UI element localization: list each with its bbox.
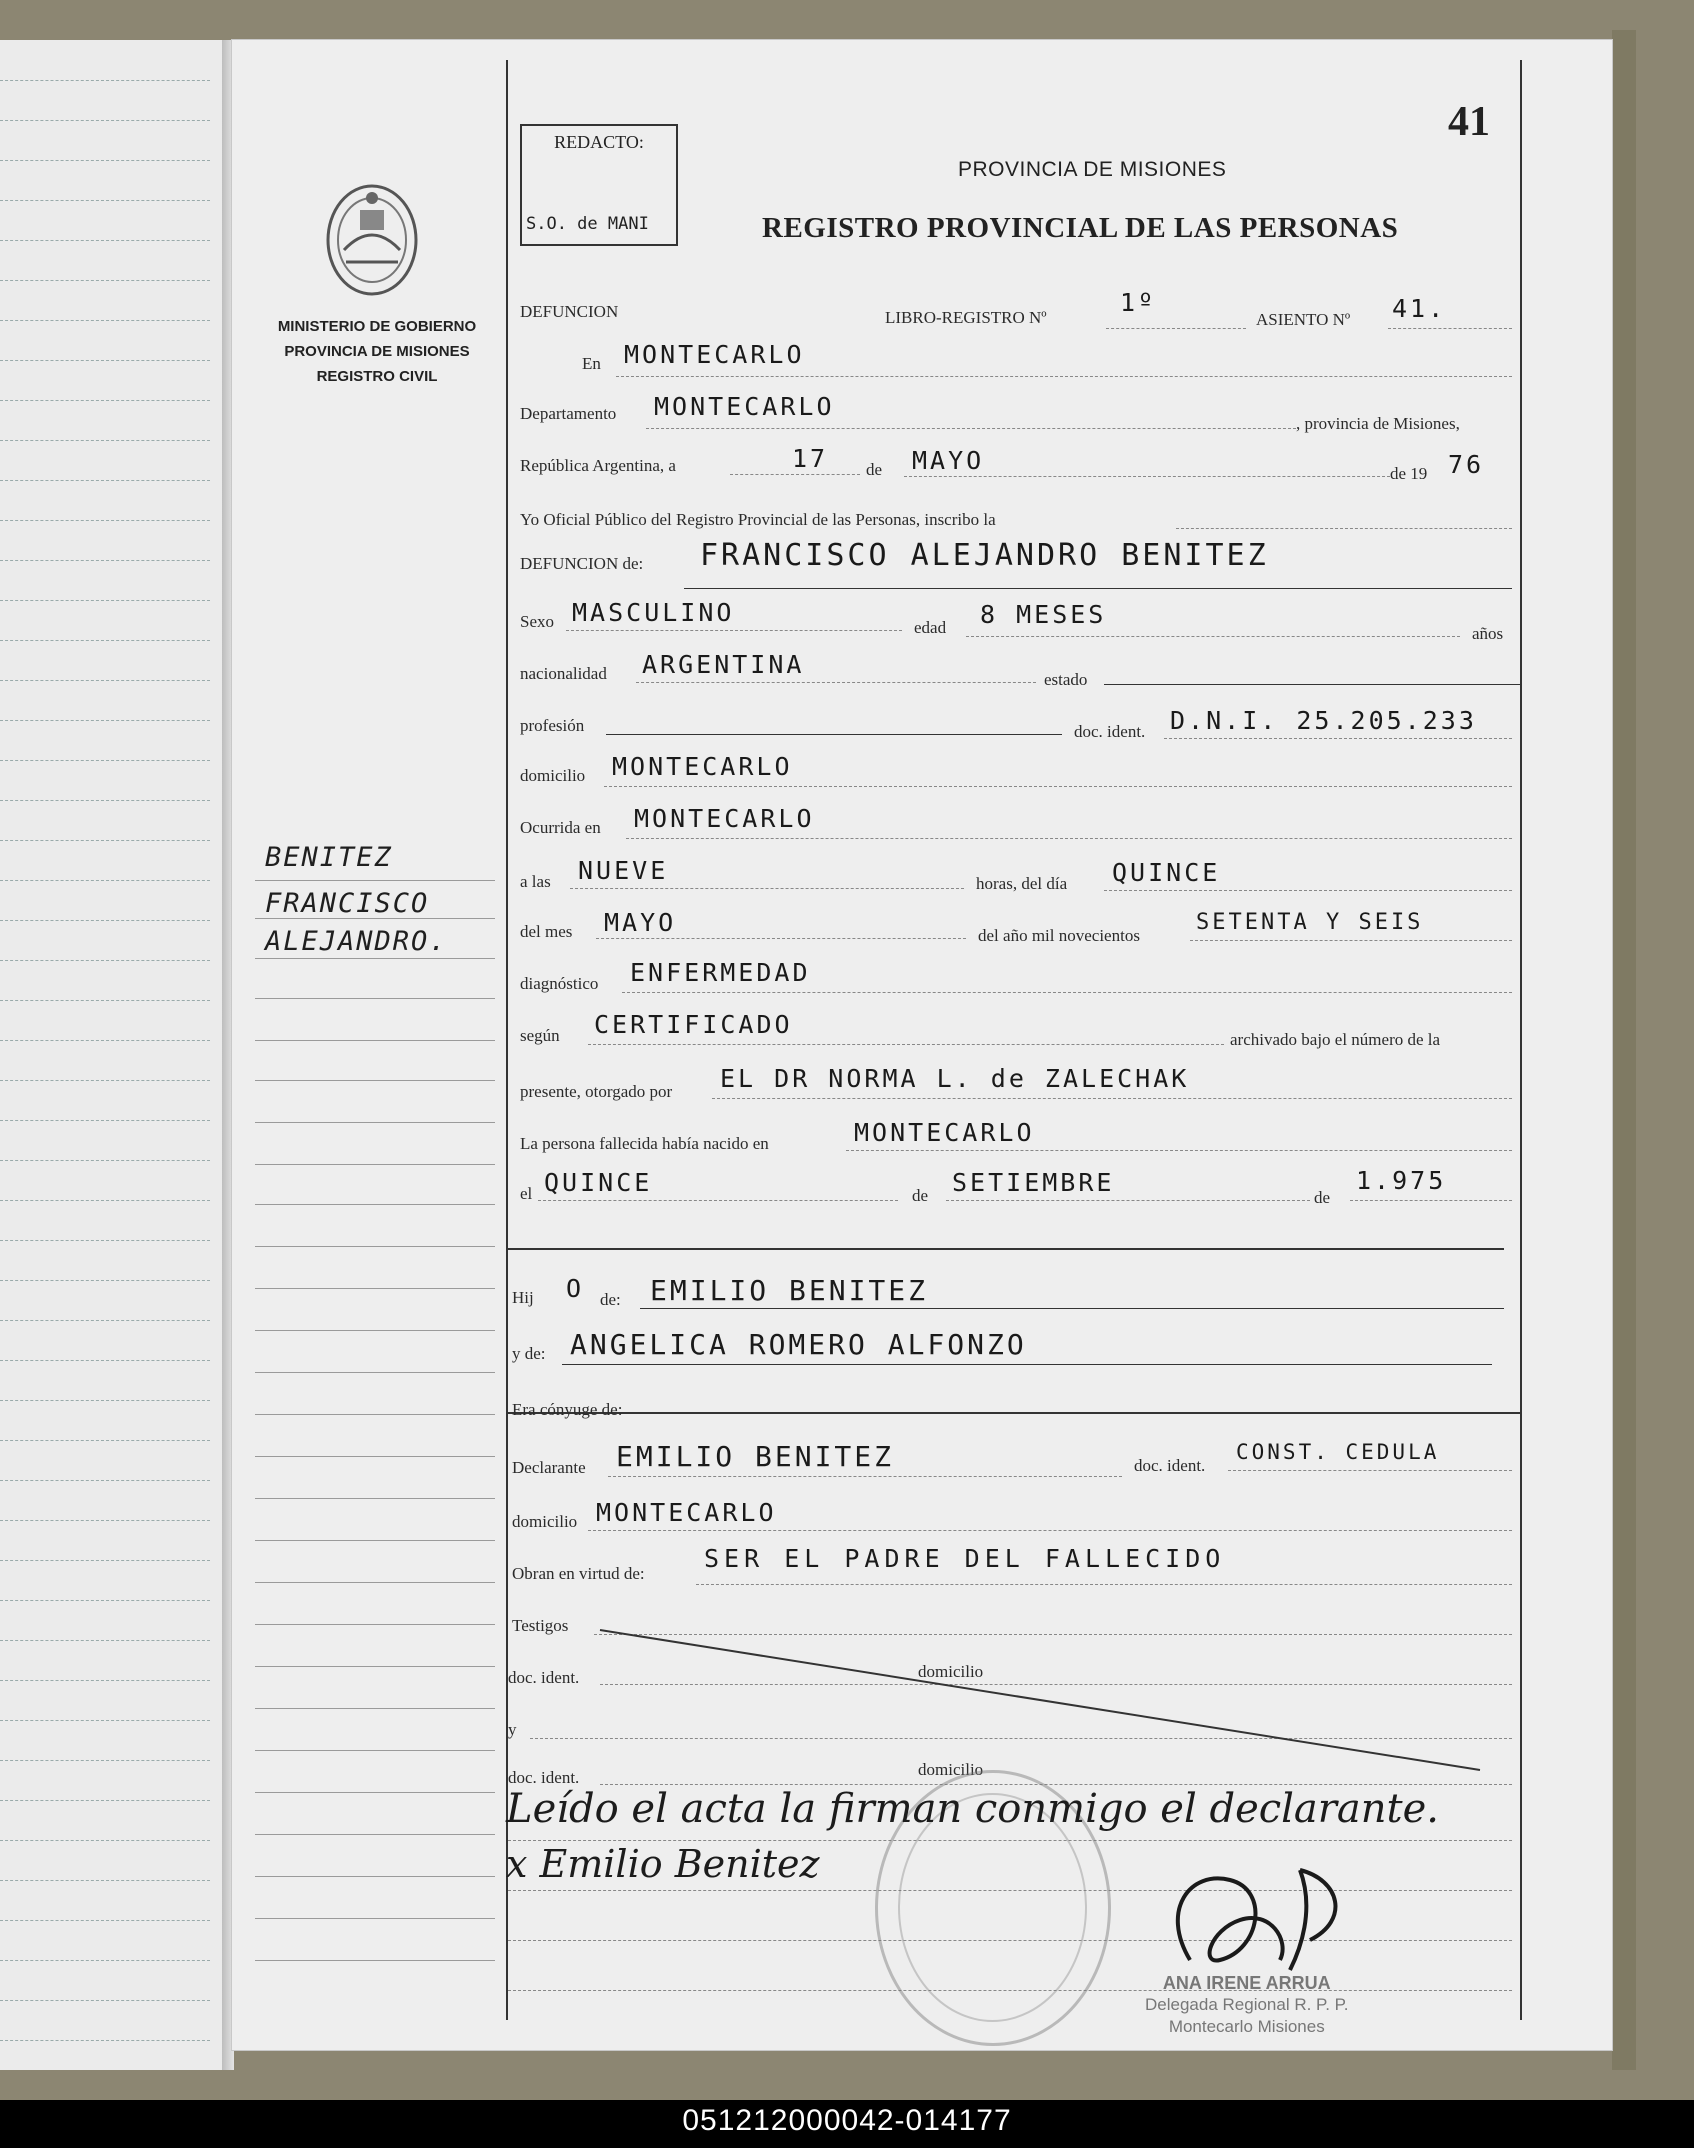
lugar-nacimiento-value: MONTECARLO bbox=[854, 1118, 1035, 1147]
doc-ident-value: D.N.I. 25.205.233 bbox=[1170, 706, 1477, 735]
provincial-crest-icon bbox=[322, 180, 422, 300]
redacto-value: S.O. de MANI bbox=[526, 214, 649, 234]
archivado-label: archivado bajo el número de la bbox=[1230, 1030, 1441, 1049]
ministry-line2: PROVINCIA DE MISIONES bbox=[284, 343, 470, 360]
margin-surname: BENITEZ bbox=[265, 842, 393, 873]
departamento-value: MONTECARLO bbox=[654, 392, 835, 421]
official-name: ANA IRENE ARRUA bbox=[1162, 1973, 1331, 1993]
declarante-doc-value: CONST. CEDULA bbox=[1236, 1440, 1440, 1464]
defuncion-de-label: DEFUNCION de: bbox=[520, 554, 644, 573]
y-de-label: y de: bbox=[512, 1344, 546, 1363]
a-las-label: a las bbox=[520, 872, 551, 891]
declarante-domicilio-label: domicilio bbox=[512, 1512, 578, 1531]
sexo-label: Sexo bbox=[520, 612, 554, 631]
ministry-line1: MINISTERIO DE GOBIERNO bbox=[277, 318, 477, 335]
page-number: 41 bbox=[1448, 99, 1490, 145]
ocurrida-label: Ocurrida en bbox=[520, 818, 601, 837]
province-heading: PROVINCIA DE MISIONES bbox=[958, 158, 1227, 181]
asiento-value: 41. bbox=[1392, 294, 1447, 323]
official-place: Montecarlo Misiones bbox=[1168, 2017, 1325, 2036]
ministry-header bbox=[262, 314, 492, 389]
del-mes-label: del mes bbox=[520, 922, 573, 941]
doc-ident-label: doc. ident. bbox=[1074, 722, 1146, 741]
nac-ano-value: 1.975 bbox=[1356, 1166, 1447, 1195]
libro-label: LIBRO-REGISTRO Nº bbox=[885, 308, 1047, 327]
anos-label: años bbox=[1472, 624, 1504, 643]
nac-mes-value: SETIEMBRE bbox=[952, 1168, 1115, 1197]
conyuge-label: Era cónyuge de: bbox=[512, 1400, 623, 1419]
padre-value: EMILIO BENITEZ bbox=[650, 1274, 929, 1307]
nacionalidad-label: nacionalidad bbox=[520, 664, 607, 683]
ano-value: 76 bbox=[1448, 450, 1485, 479]
testigos-doc-label-2: doc. ident. bbox=[508, 1768, 580, 1787]
libro-value: 1º bbox=[1120, 288, 1157, 317]
obran-value: SER EL PADRE DEL FALLECIDO bbox=[704, 1544, 1226, 1573]
margin-second-name: ALEJANDRO. bbox=[265, 926, 448, 957]
de-label-2: de bbox=[912, 1186, 929, 1205]
official-block bbox=[1145, 1972, 1349, 2038]
redacto-label: REDACTO: bbox=[554, 132, 644, 152]
mes-defuncion-value: MAYO bbox=[604, 908, 677, 937]
book-cover-edge bbox=[1612, 30, 1636, 2070]
de19-label: de 19 bbox=[1390, 464, 1428, 483]
hijo-o-value: O bbox=[566, 1274, 585, 1303]
presente-label: presente, otorgado por bbox=[520, 1082, 673, 1101]
declarante-label: Declarante bbox=[512, 1458, 586, 1477]
official-title: Delegada Regional R. P. P. bbox=[1145, 1995, 1349, 2014]
yo-oficial-label: Yo Oficial Público del Registro Provincial de las Personas, inscribo la bbox=[520, 510, 996, 529]
hij-label: Hij bbox=[512, 1288, 534, 1307]
ministry-line3: REGISTRO CIVIL bbox=[316, 368, 438, 385]
asiento-label: ASIENTO Nº bbox=[1256, 310, 1351, 329]
hijo-de-label: de: bbox=[600, 1290, 621, 1309]
dia-value: 17 bbox=[792, 444, 829, 473]
testigos-doc-label: doc. ident. bbox=[508, 1668, 580, 1687]
registry-title: REGISTRO PROVINCIAL DE LAS PERSONAS bbox=[762, 212, 1399, 244]
strike-diagonal bbox=[590, 1620, 1490, 1780]
diagnostico-value: ENFERMEDAD bbox=[630, 958, 811, 987]
republica-label: República Argentina, a bbox=[520, 456, 676, 475]
declarante-value: EMILIO BENITEZ bbox=[616, 1440, 895, 1473]
ocurrida-value: MONTECARLO bbox=[634, 804, 815, 833]
testigos-domicilio-label: domicilio bbox=[918, 1662, 984, 1681]
nac-dia-value: QUINCE bbox=[544, 1168, 653, 1197]
right-frame-line bbox=[1520, 60, 1522, 2020]
closing-text: Leído el acta la firman conmigo el declarante. bbox=[506, 1786, 1439, 1832]
nacionalidad-value: ARGENTINA bbox=[642, 650, 805, 679]
nacido-label: La persona fallecida había nacido en bbox=[520, 1134, 769, 1153]
edad-label: edad bbox=[914, 618, 947, 637]
mes-value: MAYO bbox=[912, 446, 985, 475]
de-label-1: de bbox=[866, 460, 883, 479]
madre-value: ANGELICA ROMERO ALFONZO bbox=[570, 1328, 1027, 1361]
segun-label: según bbox=[520, 1026, 560, 1045]
testigos-label: Testigos bbox=[512, 1616, 569, 1635]
official-signature bbox=[1150, 1850, 1360, 1980]
edad-value: 8 MESES bbox=[980, 600, 1107, 629]
defuncion-title: DEFUNCION bbox=[520, 302, 619, 321]
hora-value: NUEVE bbox=[578, 856, 669, 885]
left-page bbox=[0, 40, 223, 2070]
provincia-label: , provincia de Misiones, bbox=[1296, 414, 1460, 433]
otorgado-value: EL DR NORMA L. de ZALECHAK bbox=[720, 1064, 1190, 1093]
section-divider-1 bbox=[506, 1248, 1504, 1250]
el-label: el bbox=[520, 1184, 533, 1203]
nombre-value: FRANCISCO ALEJANDRO BENITEZ bbox=[700, 538, 1269, 573]
dia-letras-value: QUINCE bbox=[1112, 858, 1221, 887]
en-value: MONTECARLO bbox=[624, 340, 805, 369]
declarante-domicilio-value: MONTECARLO bbox=[596, 1498, 777, 1527]
horas-label: horas, del día bbox=[976, 874, 1068, 893]
domicilio-label: domicilio bbox=[520, 766, 586, 785]
estado-label: estado bbox=[1044, 670, 1088, 689]
del-ano-label: del año mil novecientos bbox=[978, 926, 1140, 945]
profesion-label: profesión bbox=[520, 716, 585, 735]
sexo-value: MASCULINO bbox=[572, 598, 735, 627]
redacto-box bbox=[520, 124, 678, 246]
diagnostico-label: diagnóstico bbox=[520, 974, 599, 993]
ano-letras-value: SETENTA Y SEIS bbox=[1196, 910, 1424, 935]
domicilio-value: MONTECARLO bbox=[612, 752, 793, 781]
en-label: En bbox=[582, 354, 601, 373]
testigos-domicilio-label-2: domicilio bbox=[918, 1760, 984, 1779]
departamento-label: Departamento bbox=[520, 404, 617, 423]
de-label-3: de bbox=[1314, 1188, 1331, 1207]
segun-value: CERTIFICADO bbox=[594, 1010, 793, 1039]
testigos-y-label: y bbox=[508, 1720, 517, 1739]
obran-label: Obran en virtud de: bbox=[512, 1564, 645, 1583]
declarante-doc-label: doc. ident. bbox=[1134, 1456, 1206, 1475]
declarante-signature: x Emilio Benitez bbox=[506, 1842, 820, 1886]
margin-first-name: FRANCISCO bbox=[265, 888, 430, 919]
footer-id: 051212000042-014177 bbox=[682, 2104, 1012, 2137]
